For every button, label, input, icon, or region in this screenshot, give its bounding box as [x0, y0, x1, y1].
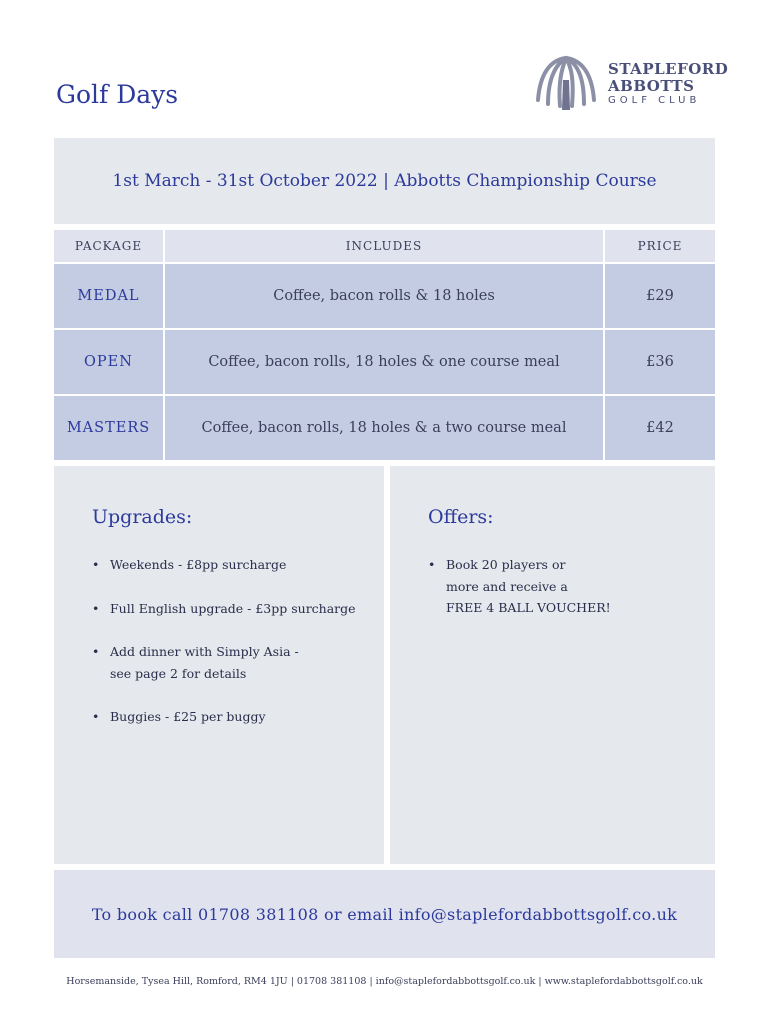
upgrades-heading: Upgrades: — [92, 506, 193, 528]
banner-text: 1st March - 31st October 2022 | Abbotts Championship Course — [112, 171, 657, 191]
booking-text: To book call 01708 381108 or email info@staplefordabbottsgolf.co.uk — [91, 904, 678, 924]
list-item — [428, 554, 715, 619]
package-price: £29 — [605, 264, 715, 330]
packages-table — [54, 230, 715, 462]
upgrade-text: see page 2 for details — [110, 665, 247, 681]
list-item — [92, 706, 384, 728]
upgrade-text: • Buggies - £25 per buggy — [110, 709, 266, 724]
package-price: £36 — [605, 330, 715, 396]
table-row — [54, 330, 715, 396]
upgrade-text: • Full English upgrade - £3pp surcharge — [110, 600, 356, 616]
table-header-row — [54, 230, 715, 264]
offers-list — [428, 554, 715, 619]
package-name: OPEN — [54, 330, 165, 396]
footer-contact: Horsemanside, Tysea Hill, Romford, RM4 1JU | 01708 381108 | info@staplefordabbottsgolf.co.uk | www.staplefordabbottsgolf.co.uk — [66, 976, 703, 987]
list-item — [92, 554, 384, 576]
willow-tree-icon — [530, 50, 602, 112]
offers-heading: Offers: — [428, 506, 494, 528]
offer-text: • Book 20 players or — [446, 557, 566, 572]
header-price: PRICE — [605, 230, 715, 264]
offer-text: FREE 4 BALL VOUCHER! — [446, 600, 611, 615]
upgrades-list — [92, 554, 384, 728]
logo-line-1: STAPLEFORD — [608, 60, 729, 78]
table-row — [54, 396, 715, 462]
logo-line-2: ABBOTTS — [608, 77, 695, 95]
logo-line-3: GOLF CLUB — [608, 95, 701, 106]
offers-panel — [390, 466, 715, 864]
package-includes: Coffee, bacon rolls, 18 holes & a two course meal — [165, 396, 605, 462]
club-logo — [530, 50, 729, 112]
package-name: MASTERS — [54, 396, 165, 462]
header-includes: INCLUDES — [165, 230, 605, 264]
upgrades-panel — [54, 466, 384, 864]
date-course-banner — [54, 138, 715, 224]
page-title: Golf Days — [56, 80, 179, 109]
upgrade-text: • Weekends - £8pp surcharge — [110, 557, 287, 572]
header-package: PACKAGE — [54, 230, 165, 264]
offer-text: more and receive a — [446, 578, 568, 594]
upgrade-text: • Add dinner with Simply Asia - — [110, 644, 299, 659]
package-includes: Coffee, bacon rolls, 18 holes & one course meal — [165, 330, 605, 396]
package-name: MEDAL — [54, 264, 165, 330]
booking-banner — [54, 870, 715, 958]
list-item — [92, 598, 384, 620]
table-row — [54, 264, 715, 330]
package-includes: Coffee, bacon rolls & 18 holes — [165, 264, 605, 330]
package-price: £42 — [605, 396, 715, 462]
list-item — [92, 641, 384, 684]
